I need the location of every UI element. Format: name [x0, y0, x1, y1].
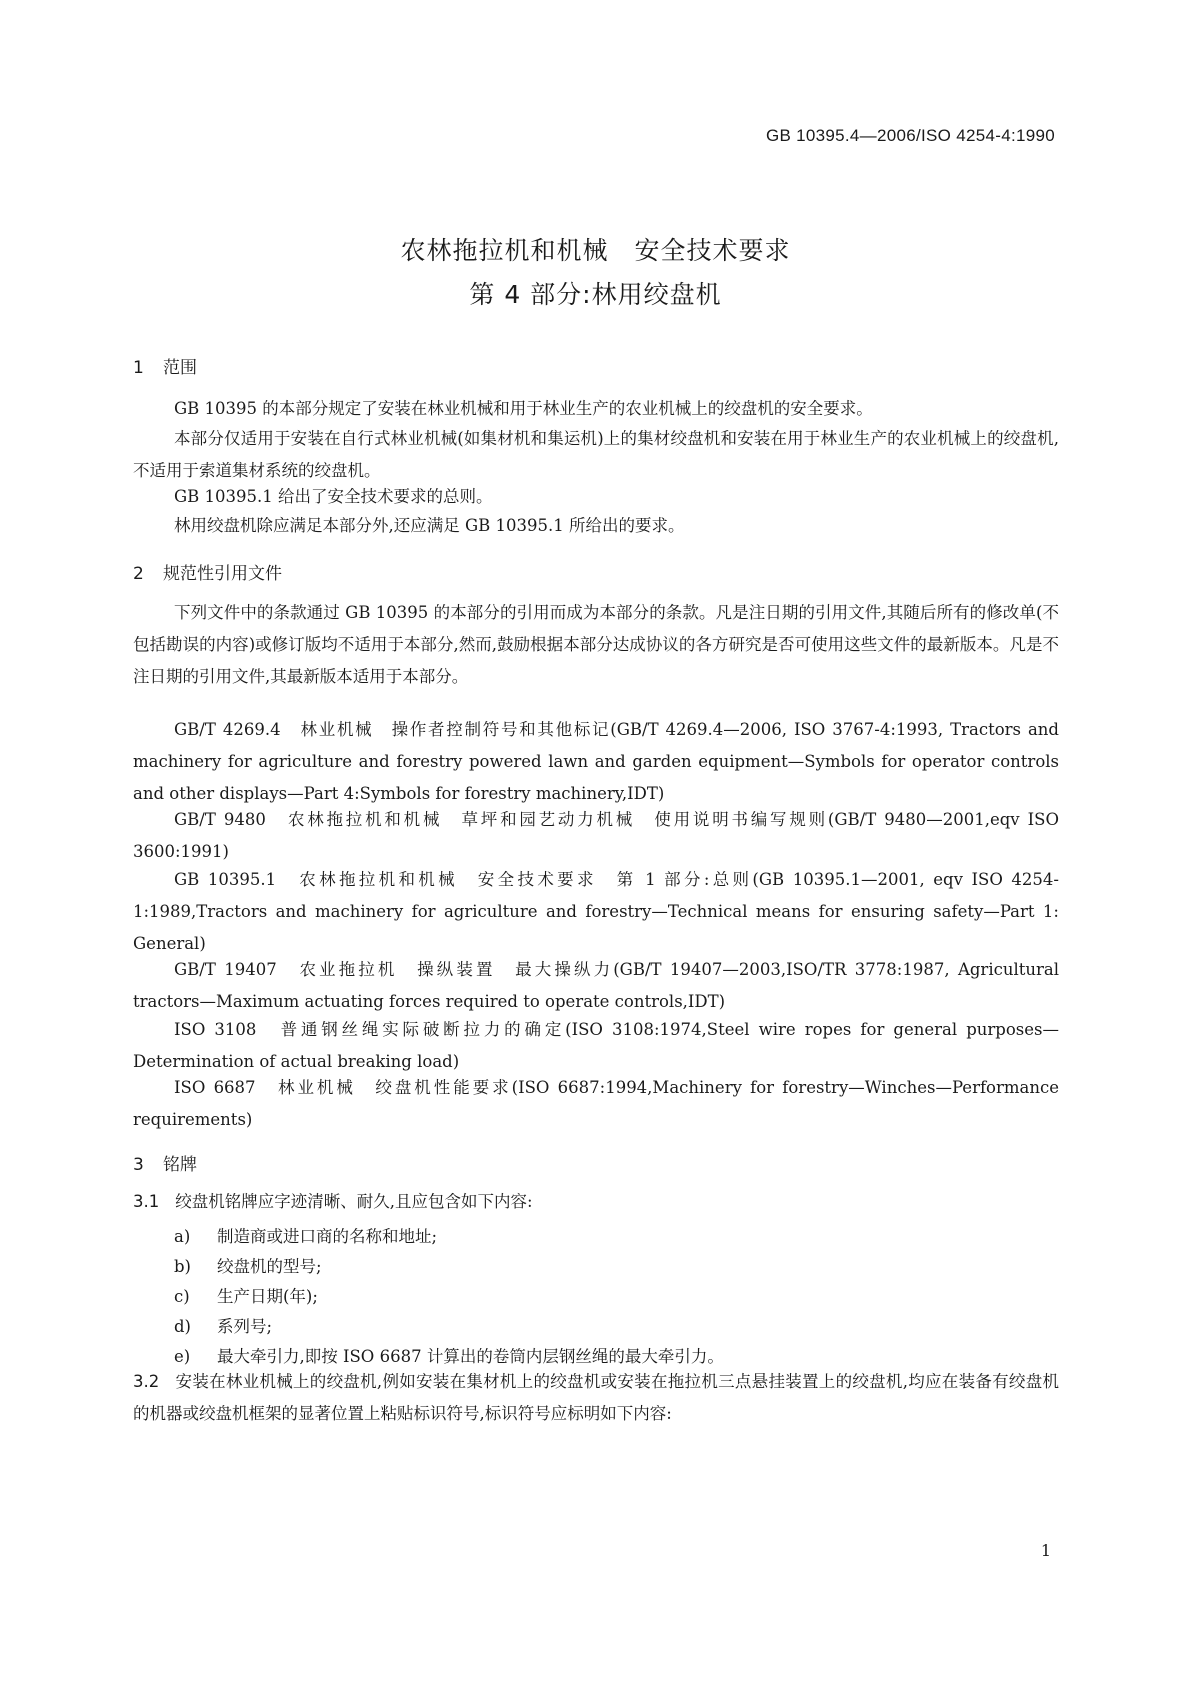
- section-number: 1: [133, 358, 144, 378]
- reference-entry: ISO 6687 林业机械 绞盘机性能要求(ISO 6687:1994,Machinery for forestry—Winches—Performance requirements): [133, 1078, 1059, 1129]
- list-item-text: 生产日期(年);: [217, 1287, 318, 1306]
- list-item: [174, 1253, 322, 1277]
- paragraph: 本部分仅适用于安装在自行式林业机械(如集材机和集运机)上的集材绞盘机和安装在用于林业生产的农业机械上的绞盘机,不适用于索道集材系统的绞盘机。: [133, 429, 1059, 480]
- clause-number: 3.2: [133, 1372, 160, 1391]
- page-number: 1: [1040, 1541, 1051, 1560]
- standard-number: GB 10395.4—2006/ISO 4254-4:1990: [765, 126, 1055, 145]
- clause-number: 3.1: [133, 1192, 160, 1211]
- paragraph: 林用绞盘机除应满足本部分外,还应满足 GB 10395.1 所给出的要求。: [174, 516, 685, 535]
- list-item-text: 最大牵引力,即按 ISO 6687 计算出的卷筒内层钢丝绳的最大牵引力。: [217, 1347, 724, 1366]
- section-3-heading: [133, 1150, 197, 1175]
- reference-entry: GB/T 19407 农业拖拉机 操纵装置 最大操纵力(GB/T 19407—2003,ISO/TR 3778:1987, Agricultural tractors—Maximum actuating forces required to operate controls,IDT): [133, 960, 1059, 1011]
- section-1-heading: [133, 353, 197, 378]
- paragraph: GB 10395.1 给出了安全技术要求的总则。: [174, 487, 493, 506]
- reference-entry: GB/T 4269.4 林业机械 操作者控制符号和其他标记(GB/T 4269.4—2006, ISO 3767-4:1993, Tractors and machinery for agriculture and forestry powered lawn and garden equipment—Symbols for operator controls and other displays—Part 4:Symbols for forestry machinery,IDT): [133, 720, 1059, 803]
- list-item-label: e): [174, 1347, 191, 1366]
- list-item-text: 绞盘机的型号;: [217, 1257, 322, 1276]
- section-title: 规范性引用文件: [163, 564, 282, 584]
- list-item: [174, 1283, 318, 1307]
- document-title: 农林拖拉机和机械 安全技术要求: [400, 236, 791, 265]
- clause-text: 安装在林业机械上的绞盘机,例如安装在集材机上的绞盘机或安装在拖拉机三点悬挂装置上的绞盘机,均应在装备有绞盘机的机器或绞盘机框架的显著位置上粘贴标识符号,标识符号应标明如下内容:: [133, 1372, 1059, 1423]
- list-item-label: c): [174, 1287, 190, 1306]
- list-item-text: 系列号;: [217, 1317, 273, 1336]
- section-number: 2: [133, 564, 144, 584]
- reference-entry: GB 10395.1 农林拖拉机和机械 安全技术要求 第 1 部分:总则(GB 10395.1—2001, eqv ISO 4254-1:1989,Tractors and machinery for agriculture and forestry—Technical means for ensuring safety—Part 1: General): [133, 870, 1059, 953]
- paragraph: 下列文件中的条款通过 GB 10395 的本部分的引用而成为本部分的条款。凡是注日期的引用文件,其随后所有的修改单(不包括勘误的内容)或修订版均不适用于本部分,然而,鼓励根据本部分达成协议的各方研究是否可使用这些文件的最新版本。凡是不注日期的引用文件,其最新版本适用于本部分。: [133, 603, 1059, 686]
- list-item: [174, 1343, 724, 1367]
- section-number: 3: [133, 1155, 144, 1175]
- list-item-label: b): [174, 1257, 191, 1276]
- list-item: [174, 1223, 437, 1247]
- list-item: [174, 1313, 272, 1337]
- section-title: 范围: [163, 358, 197, 378]
- list-item-label: d): [174, 1317, 191, 1336]
- reference-entry: ISO 3108 普通钢丝绳实际破断拉力的确定(ISO 3108:1974,Steel wire ropes for general purposes—Determination of actual breaking load): [133, 1020, 1059, 1071]
- clause-text: 绞盘机铭牌应字迹清晰、耐久,且应包含如下内容:: [175, 1192, 533, 1211]
- clause-3-2: [133, 1366, 1059, 1430]
- clause-3-1: [133, 1186, 1059, 1218]
- list-item-text: 制造商或进口商的名称和地址;: [217, 1227, 438, 1246]
- list-item-label: a): [174, 1227, 191, 1246]
- paragraph: GB 10395 的本部分规定了安装在林业机械和用于林业生产的农业机械上的绞盘机的安全要求。: [174, 399, 873, 418]
- document-subtitle: 第 4 部分:林用绞盘机: [469, 280, 722, 309]
- reference-entry: GB/T 9480 农林拖拉机和机械 草坪和园艺动力机械 使用说明书编写规则(GB/T 9480—2001,eqv ISO 3600:1991): [133, 810, 1059, 861]
- section-2-heading: [133, 559, 282, 584]
- section-title: 铭牌: [163, 1155, 197, 1175]
